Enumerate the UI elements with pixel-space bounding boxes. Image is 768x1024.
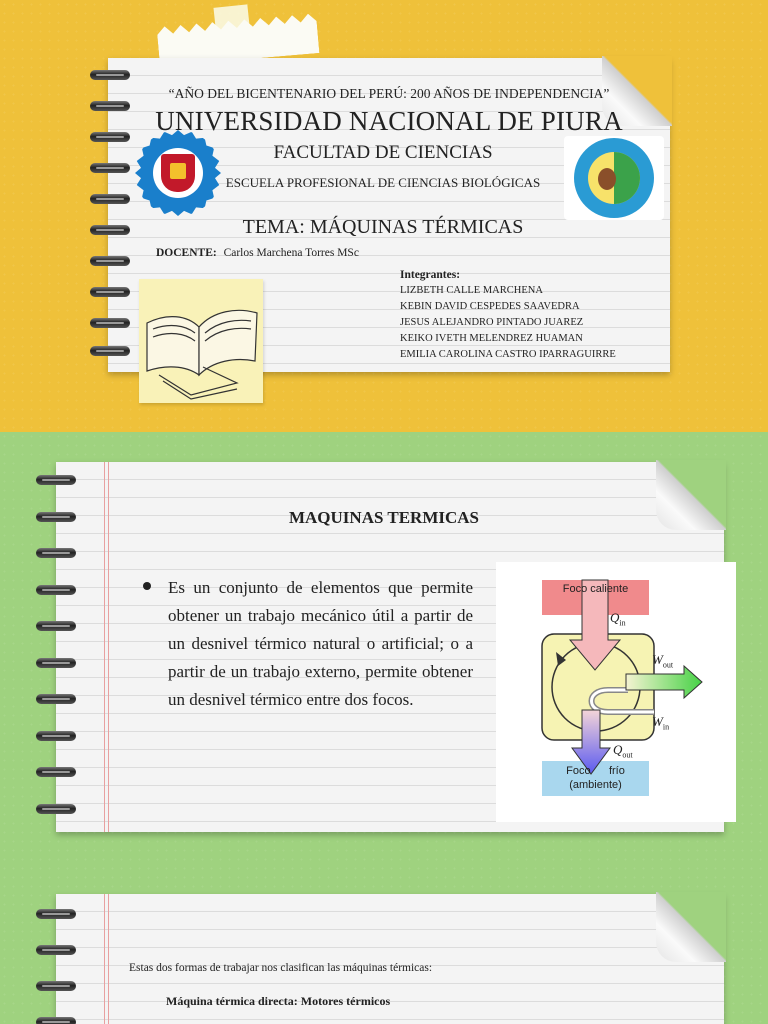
q-in-label: $Q_{in}$ [610,610,626,628]
spiral-ring [36,731,76,741]
classification-intro: Estas dos formas de trabajar nos clasifican las máquinas térmicas: [129,962,433,974]
classification-item: Máquina térmica directa: Motores térmicos [166,994,391,1008]
spiral-ring [90,256,130,266]
spiral-ring [90,225,130,235]
definition-text: Es un conjunto de elementos que permite obtener un trabajo mecánico útil a partir de un desnivel térmico natural o artificial; o a partir de un trabajo externo, permite obtener un desnivel térmico entre dos focos. [168,578,473,709]
motto: “AÑO DEL BICENTENARIO DEL PERÚ: 200 AÑOS DE INDEPENDENCIA” [168,86,610,101]
page-curl [656,460,726,530]
members-label: Integrantes: [400,269,461,281]
member-name: KEIKO IVETH MELENDREZ HUAMAN [400,333,583,344]
spiral-ring [36,1017,76,1024]
spiral-ring [36,512,76,522]
teacher-label: DOCENTE: [156,247,217,259]
school-name: ESCUELA PROFESIONAL DE CIENCIAS BIOLÓGICAS [225,175,541,190]
bullet-point [143,582,151,590]
spiral-ring [36,945,76,955]
content-slides [0,432,768,1024]
member-name: EMILIA CAROLINA CASTRO IPARRAGUIRRE [400,349,616,360]
spiral-ring [36,981,76,991]
w-out-label: $W_{out}$ [652,652,674,670]
member-name: KEBIN DAVID CESPEDES SAAVEDRA [400,301,580,312]
spiral-ring [90,346,130,356]
spiral-ring [36,767,76,777]
spiral-ring [36,909,76,919]
spiral-ring [36,694,76,704]
book-sticky-note [139,279,263,403]
spiral-ring [90,287,130,297]
title-slide [0,0,768,432]
spiral-ring [90,318,130,328]
heat-engine-diagram [496,562,736,822]
spiral-ring [36,548,76,558]
spiral-ring [36,804,76,814]
spiral-ring [90,194,130,204]
w-in-label: $W_{in}$ [652,714,670,732]
faculty-name: FACULTAD DE CIENCIAS [273,142,493,163]
topic-title: TEMA: MÁQUINAS TÉRMICAS [242,216,524,238]
q-out-label: $Q_{out}$ [613,742,633,760]
cold-reservoir-label: Foco frío (ambiente) [566,765,625,791]
biology-school-logo [564,136,664,220]
open-book-icon [139,279,263,403]
spiral-ring [90,70,130,80]
spiral-ring [90,163,130,173]
member-name: JESUS ALEJANDRO PINTADO JUAREZ [400,317,584,328]
spiral-ring [36,475,76,485]
teacher-name: Carlos Marchena Torres MSc [223,247,359,259]
section-title: MAQUINAS TERMICAS [288,508,479,527]
page-curl [656,892,726,962]
members-block [400,267,616,363]
spiral-ring [36,658,76,668]
member-name: LIZBETH CALLE MARCHENA [400,285,543,296]
spiral-ring [36,621,76,631]
university-name: UNIVERSIDAD NACIONAL DE PIURA [155,106,623,136]
spiral-ring [36,585,76,595]
hot-reservoir-label: Foco caliente [562,583,629,595]
teacher-line [156,247,359,259]
